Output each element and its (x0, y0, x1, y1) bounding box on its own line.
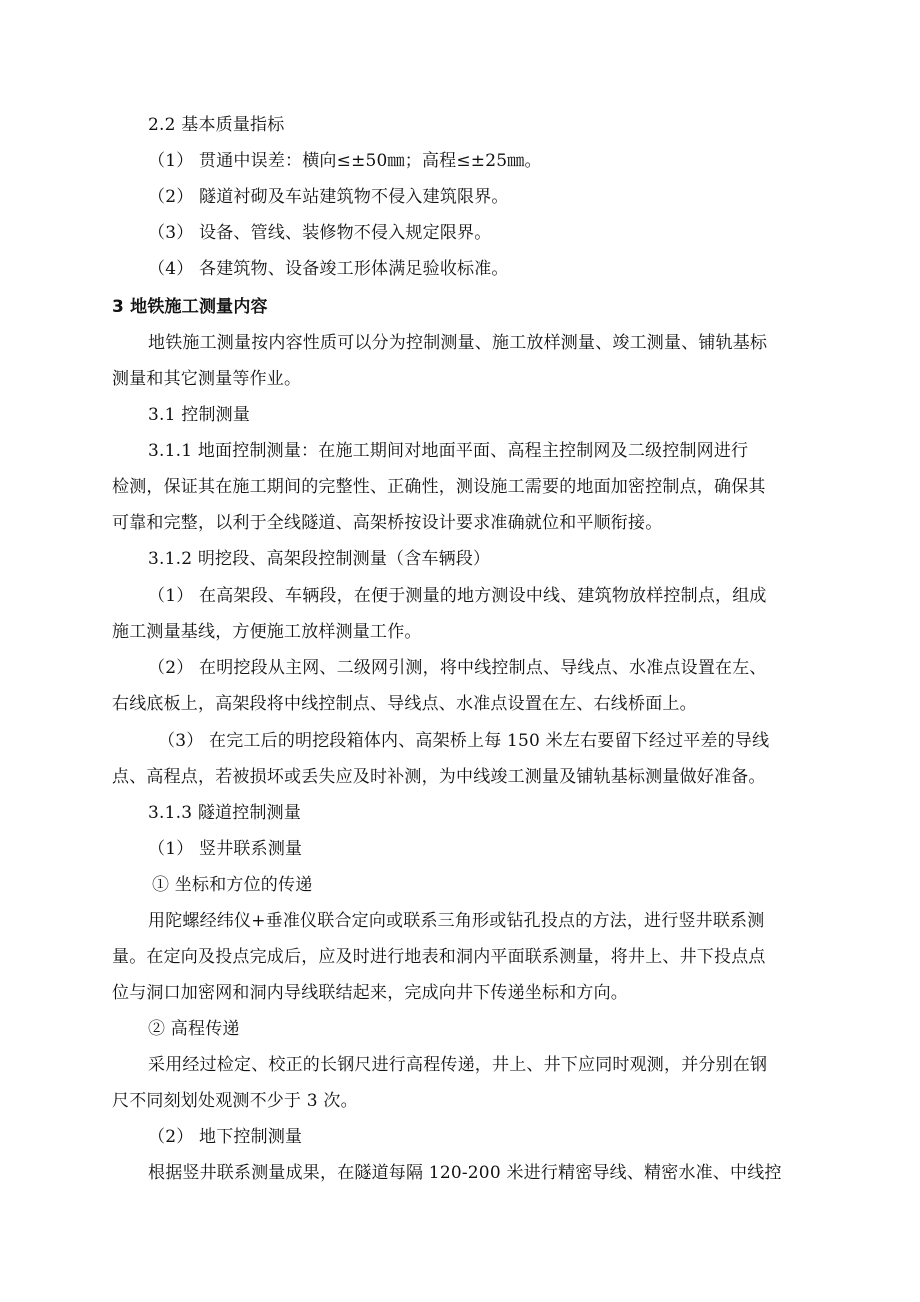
quality-item-4: （4） 各建筑物、设备竣工形体满足验收标准。 (148, 259, 509, 279)
elevation-transfer-heading: ② 高程传递 (148, 1019, 240, 1039)
elevation-transfer-line-2: 尺不同刻划处观测不少于 3 次。 (112, 1091, 358, 1111)
coordinate-transfer-heading: ① 坐标和方位的传递 (152, 875, 313, 895)
section-3-1-2-p2-line-1: （2） 在明挖段从主网、二级网引测，将中线控制点、导线点、水准点设置在左、 (148, 658, 767, 678)
section-3-1-1-line-3: 可靠和完整，以利于全线隧道、高架桥按设计要求准确就位和平顺衔接。 (112, 513, 663, 533)
quality-item-3: （3） 设备、管线、装修物不侵入规定限界。 (148, 223, 492, 243)
section-3-1-1-line-1: 3.1.1 地面控制测量：在施工期间对地面平面、高程主控制网及二级控制网进行 (148, 441, 749, 461)
section-3-1-2-p2-line-2: 右线底板上，高架段将中线控制点、导线点、水准点设置在左、右线桥面上。 (112, 694, 697, 714)
shaft-survey-heading: （1） 竖井联系测量 (148, 839, 303, 859)
section-3-1-2-p1-line-1: （1） 在高架段、车辆段，在便于测量的地方测设中线、建筑物放样控制点，组成 (148, 586, 767, 606)
section-3-1-3-heading: 3.1.3 隧道控制测量 (148, 803, 302, 823)
section-3-heading: 3 地铁施工测量内容 (112, 297, 268, 317)
underground-control-line-1: 根据竖井联系测量成果，在隧道每隔 120-200 米进行精密导线、精密水准、中线控 (148, 1163, 782, 1183)
section-3-1-1-line-2: 检测，保证其在施工期间的完整性、正确性，测设施工需要的地面加密控制点，确保其 (112, 477, 766, 497)
coordinate-transfer-line-1: 用陀螺经纬仪+垂准仪联合定向或联系三角形或钻孔投点的方法，进行竖井联系测 (148, 911, 765, 931)
section-2-2-heading: 2.2 基本质量指标 (148, 115, 285, 135)
section-3-intro-line-2: 测量和其它测量等作业。 (112, 369, 302, 389)
quality-item-1: （1） 贯通中误差：横向≤±50㎜；高程≤±25㎜。 (148, 151, 542, 171)
section-3-1-2-p3-line-1: （3） 在完工后的明挖段箱体内、高架桥上每 150 米左右要留下经过平差的导线 (158, 731, 770, 751)
coordinate-transfer-line-2: 量。在定向及投点完成后，应及时进行地表和洞内平面联系测量，将井上、井下投点点 (112, 947, 766, 967)
section-3-1-2-p3-line-2: 点、高程点，若被损坏或丢失应及时补测，为中线竣工测量及铺轨基标测量做好准备。 (112, 767, 766, 787)
section-3-1-2-heading: 3.1.2 明挖段、高架段控制测量（含车辆段） (148, 549, 491, 569)
section-3-1-heading: 3.1 控制测量 (148, 405, 251, 425)
underground-control-heading: （2） 地下控制测量 (148, 1127, 303, 1147)
section-3-1-2-p1-line-2: 施工测量基线，方便施工放样测量工作。 (112, 622, 422, 642)
elevation-transfer-line-1: 采用经过检定、校正的长钢尺进行高程传递，井上、井下应同时观测，并分别在钢 (148, 1055, 768, 1075)
section-3-intro-line-1: 地铁施工测量按内容性质可以分为控制测量、施工放样测量、竣工测量、铺轨基标 (148, 333, 768, 353)
coordinate-transfer-line-3: 位与洞口加密网和洞内导线联结起来，完成向井下传递坐标和方向。 (112, 983, 628, 1003)
quality-item-2: （2） 隧道衬砌及车站建筑物不侵入建筑限界。 (148, 187, 509, 207)
